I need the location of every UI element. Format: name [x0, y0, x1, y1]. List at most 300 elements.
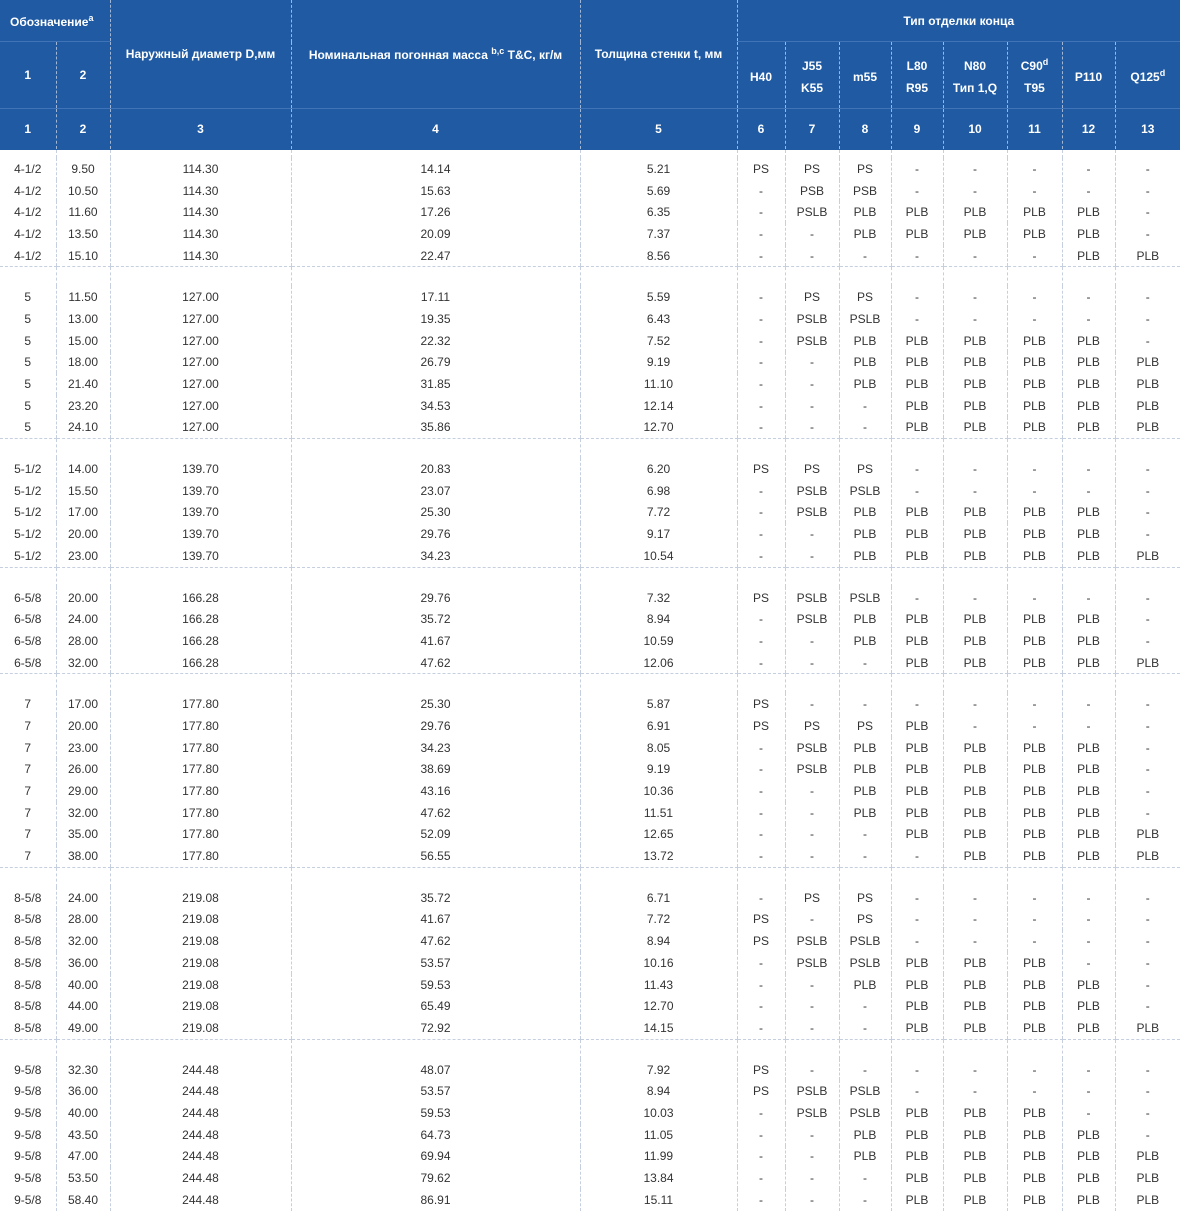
- table-cell: -: [737, 824, 785, 846]
- table-cell: -: [1007, 158, 1062, 180]
- table-cell: -: [1145, 955, 1150, 970]
- spacer-cell: [891, 867, 943, 887]
- table-cell: PLB: [839, 974, 891, 996]
- table-cell: PLB: [1136, 248, 1160, 263]
- table-cell: -: [891, 1059, 943, 1081]
- table-cell: PLB: [1136, 548, 1160, 563]
- table-cell: -: [737, 952, 785, 974]
- spacer-cell: [943, 150, 1007, 159]
- table-cell: 17.26: [291, 201, 580, 223]
- table-row: [0, 652, 1180, 674]
- table-cell: 12.06: [580, 652, 737, 674]
- table-cell: -: [785, 417, 839, 439]
- spacer-cell: [891, 567, 943, 587]
- table-row: [0, 352, 1180, 374]
- spacer-cell: [1007, 1039, 1062, 1059]
- table-cell: PLB: [891, 1102, 943, 1124]
- table-cell: -: [839, 1189, 891, 1211]
- spacer-cell: [291, 1039, 580, 1059]
- table-cell: 177.80: [110, 780, 291, 802]
- table-cell: -: [1007, 180, 1062, 202]
- table-cell: -: [1145, 311, 1150, 326]
- spacer-cell: [580, 150, 737, 159]
- table-cell: 6-5/8: [0, 630, 56, 652]
- table-cell: 29.00: [56, 780, 110, 802]
- spacer-cell: [1115, 674, 1180, 694]
- table-cell: PLB: [839, 223, 891, 245]
- table-cell: -: [1145, 784, 1150, 799]
- table-cell: 139.70: [110, 545, 291, 567]
- table-cell: 9-5/8: [0, 1102, 56, 1124]
- spacer-cell: [891, 439, 943, 459]
- table-cell: -: [1145, 762, 1150, 777]
- spacer-cell: [1062, 150, 1115, 159]
- table-cell: 9-5/8: [0, 1167, 56, 1189]
- table-cell: 18.00: [56, 352, 110, 374]
- grade-header: m55: [839, 42, 891, 109]
- table-cell: PLB: [1062, 545, 1115, 567]
- table-cell: -: [943, 887, 1007, 909]
- table-cell: -: [891, 693, 943, 715]
- table-cell: 64.73: [291, 1124, 580, 1146]
- spacer-cell: [56, 867, 110, 887]
- table-cell: -: [1007, 887, 1062, 909]
- table-cell: 9-5/8: [0, 1080, 56, 1102]
- column-number: 7: [785, 109, 839, 150]
- table-cell: 13.50: [56, 223, 110, 245]
- grade-header: N80 Тип 1,Q: [943, 42, 1007, 109]
- table-cell: 166.28: [110, 630, 291, 652]
- table-cell: 5-1/2: [0, 480, 56, 502]
- table-cell: PLB: [891, 523, 943, 545]
- table-cell: -: [737, 480, 785, 502]
- table-cell: PS: [785, 286, 839, 308]
- table-cell: PLB: [1007, 330, 1062, 352]
- table-cell: 28.00: [56, 909, 110, 931]
- spacer-cell: [1007, 150, 1062, 159]
- table-cell: -: [1062, 180, 1115, 202]
- table-cell: -: [737, 395, 785, 417]
- table-cell: PS: [737, 158, 785, 180]
- table-cell: 24.00: [56, 887, 110, 909]
- grade-header: C90$^d$ T95: [1007, 42, 1062, 109]
- table-cell: -: [737, 630, 785, 652]
- table-cell: 17.11: [291, 286, 580, 308]
- table-row: [0, 1017, 1180, 1039]
- table-cell: -: [1062, 158, 1115, 180]
- spacer-cell: [891, 1039, 943, 1059]
- table-cell: PS: [737, 715, 785, 737]
- table-cell: PLB: [839, 201, 891, 223]
- spacer-cell: [291, 674, 580, 694]
- table-cell: PLB: [839, 523, 891, 545]
- table-cell: PLB: [943, 952, 1007, 974]
- spacer-cell: [943, 674, 1007, 694]
- table-cell: PLB: [943, 995, 1007, 1017]
- table-cell: -: [737, 373, 785, 395]
- table-cell: PS: [785, 887, 839, 909]
- table-row: [0, 180, 1180, 202]
- table-cell: -: [785, 995, 839, 1017]
- table-cell: PLB: [1062, 974, 1115, 996]
- wall-thickness-header: Толщина стенки t, мм: [580, 0, 737, 109]
- table-cell: PLB: [943, 1102, 1007, 1124]
- table-cell: PLB: [839, 630, 891, 652]
- table-cell: PLB: [1007, 523, 1062, 545]
- table-cell: -: [1007, 308, 1062, 330]
- table-cell: 29.76: [291, 715, 580, 737]
- table-cell: 22.47: [291, 245, 580, 267]
- table-row: [0, 974, 1180, 996]
- table-cell: -: [943, 1059, 1007, 1081]
- outer-diameter-header: Наружный диаметр D,мм: [110, 0, 291, 109]
- table-cell: 5: [0, 395, 56, 417]
- table-cell: PS: [839, 458, 891, 480]
- table-cell: -: [737, 652, 785, 674]
- spacer-cell: [56, 267, 110, 287]
- table-cell: -: [1145, 590, 1150, 605]
- table-cell: 15.10: [56, 245, 110, 267]
- table-row: [0, 737, 1180, 759]
- table-cell: -: [839, 1059, 891, 1081]
- table-cell: -: [737, 1017, 785, 1039]
- table-cell: PSLB: [785, 952, 839, 974]
- table-cell: PLB: [1062, 201, 1115, 223]
- table-cell: PS: [737, 693, 785, 715]
- table-cell: -: [891, 458, 943, 480]
- table-cell: 127.00: [110, 352, 291, 374]
- spacer-cell: [785, 1039, 839, 1059]
- spacer-cell: [891, 674, 943, 694]
- table-cell: 5: [0, 352, 56, 374]
- table-cell: PLB: [1062, 780, 1115, 802]
- spacer-cell: [1115, 439, 1180, 459]
- table-cell: 7.92: [580, 1059, 737, 1081]
- table-row: [0, 223, 1180, 245]
- table-cell: PLB: [1062, 1124, 1115, 1146]
- spacer-cell: [0, 1039, 56, 1059]
- table-cell: PLB: [943, 352, 1007, 374]
- table-cell: -: [943, 1080, 1007, 1102]
- table-cell: PLB: [891, 1167, 943, 1189]
- table-cell: 38.00: [56, 845, 110, 867]
- table-cell: -: [839, 1167, 891, 1189]
- column-number: 3: [110, 109, 291, 150]
- table-row: [0, 1124, 1180, 1146]
- table-cell: 8-5/8: [0, 1017, 56, 1039]
- table-row: [0, 308, 1180, 330]
- table-cell: 219.08: [110, 974, 291, 996]
- table-cell: PLB: [1007, 780, 1062, 802]
- table-cell: PLB: [1062, 759, 1115, 781]
- table-cell: -: [1007, 1059, 1062, 1081]
- table-cell: PLB: [891, 352, 943, 374]
- table-cell: PLB: [943, 1189, 1007, 1211]
- table-cell: PSLB: [785, 608, 839, 630]
- table-cell: PLB: [1136, 849, 1160, 864]
- table-cell: PLB: [1062, 737, 1115, 759]
- table-cell: 8.94: [580, 608, 737, 630]
- table-cell: 219.08: [110, 930, 291, 952]
- table-cell: -: [839, 693, 891, 715]
- table-row: [0, 693, 1180, 715]
- column-number: 12: [1062, 109, 1115, 150]
- table-cell: -: [943, 930, 1007, 952]
- table-cell: -: [737, 286, 785, 308]
- table-cell: 127.00: [110, 330, 291, 352]
- spacer-cell: [737, 439, 785, 459]
- table-cell: -: [1007, 587, 1062, 609]
- table-cell: PSLB: [785, 308, 839, 330]
- table-cell: -: [1007, 1080, 1062, 1102]
- table-cell: PLB: [1007, 395, 1062, 417]
- table-cell: -: [737, 974, 785, 996]
- grade-header: L80 R95: [891, 42, 943, 109]
- table-cell: PLB: [1062, 802, 1115, 824]
- spacer-cell: [291, 150, 580, 159]
- table-row: [0, 1189, 1180, 1211]
- spacer-cell: [110, 267, 291, 287]
- table-cell: PLB: [943, 417, 1007, 439]
- table-row: [0, 1080, 1180, 1102]
- table-cell: 40.00: [56, 1102, 110, 1124]
- table-cell: PS: [737, 1080, 785, 1102]
- table-cell: -: [1145, 505, 1150, 520]
- grade-header: P110: [1062, 42, 1115, 109]
- table-cell: 11.60: [56, 201, 110, 223]
- spacer-cell: [1115, 1039, 1180, 1059]
- table-cell: PLB: [1007, 974, 1062, 996]
- spacer-cell: [1062, 674, 1115, 694]
- table-cell: 5: [0, 373, 56, 395]
- table-cell: 10.50: [56, 180, 110, 202]
- table-cell: 5-1/2: [0, 458, 56, 480]
- spacer-cell: [839, 150, 891, 159]
- table-cell: PLB: [1007, 630, 1062, 652]
- column-number: 1: [0, 109, 56, 150]
- table-body: [0, 150, 1180, 1211]
- table-cell: 11.43: [580, 974, 737, 996]
- table-cell: 114.30: [110, 223, 291, 245]
- table-cell: PLB: [1062, 995, 1115, 1017]
- table-cell: -: [737, 608, 785, 630]
- table-cell: 6.98: [580, 480, 737, 502]
- table-cell: -: [1145, 890, 1150, 905]
- table-cell: PSLB: [785, 330, 839, 352]
- table-cell: PLB: [943, 845, 1007, 867]
- table-cell: PSLB: [785, 201, 839, 223]
- table-cell: PLB: [943, 652, 1007, 674]
- spacer-cell: [291, 267, 580, 287]
- table-cell: 35.00: [56, 824, 110, 846]
- table-cell: -: [891, 286, 943, 308]
- table-row: [0, 417, 1180, 439]
- spacer-cell: [0, 267, 56, 287]
- table-cell: PSLB: [785, 737, 839, 759]
- table-cell: PLB: [943, 630, 1007, 652]
- table-cell: -: [737, 545, 785, 567]
- table-cell: PLB: [1007, 373, 1062, 395]
- table-cell: PLB: [943, 395, 1007, 417]
- table-cell: PLB: [891, 1189, 943, 1211]
- table-cell: -: [1145, 697, 1150, 712]
- table-cell: 86.91: [291, 1189, 580, 1211]
- table-cell: 177.80: [110, 715, 291, 737]
- table-cell: PSLB: [839, 308, 891, 330]
- table-cell: PLB: [1007, 223, 1062, 245]
- table-cell: -: [1062, 693, 1115, 715]
- table-cell: 4-1/2: [0, 223, 56, 245]
- spacer-cell: [891, 267, 943, 287]
- table-cell: 23.20: [56, 395, 110, 417]
- table-cell: -: [737, 523, 785, 545]
- table-cell: PLB: [891, 802, 943, 824]
- table-cell: 177.80: [110, 824, 291, 846]
- table-cell: PS: [839, 887, 891, 909]
- table-cell: 32.30: [56, 1059, 110, 1081]
- table-cell: 7: [0, 715, 56, 737]
- table-cell: 6-5/8: [0, 652, 56, 674]
- spacer-cell: [0, 867, 56, 887]
- spacer-cell: [1115, 267, 1180, 287]
- table-row: [0, 201, 1180, 223]
- spacer-cell: [580, 567, 737, 587]
- table-cell: -: [943, 245, 1007, 267]
- spacer-cell: [943, 439, 1007, 459]
- table-cell: -: [737, 223, 785, 245]
- table-cell: PLB: [839, 1124, 891, 1146]
- spacer-cell: [56, 150, 110, 159]
- table-cell: PLB: [891, 652, 943, 674]
- table-cell: -: [1145, 805, 1150, 820]
- spacer-cell: [110, 1039, 291, 1059]
- table-cell: PSLB: [785, 930, 839, 952]
- table-cell: -: [785, 974, 839, 996]
- spacer-cell: [580, 674, 737, 694]
- table-row: [0, 909, 1180, 931]
- table-cell: PLB: [943, 737, 1007, 759]
- table-cell: 5.69: [580, 180, 737, 202]
- table-cell: -: [737, 887, 785, 909]
- table-cell: 12.65: [580, 824, 737, 846]
- table-cell: -: [1145, 161, 1150, 176]
- table-cell: PLB: [839, 759, 891, 781]
- table-cell: -: [1062, 909, 1115, 931]
- table-cell: 36.00: [56, 1080, 110, 1102]
- column-number: 11: [1007, 109, 1062, 150]
- table-cell: PLB: [1062, 523, 1115, 545]
- table-cell: 8.94: [580, 1080, 737, 1102]
- designation-header: Обозначение$^a$: [0, 0, 110, 42]
- table-cell: -: [785, 395, 839, 417]
- table-cell: 47.62: [291, 930, 580, 952]
- table-cell: -: [785, 824, 839, 846]
- table-cell: -: [891, 480, 943, 502]
- spacer-cell: [943, 1039, 1007, 1059]
- table-cell: PLB: [891, 502, 943, 524]
- table-cell: 47.62: [291, 652, 580, 674]
- table-cell: 41.67: [291, 909, 580, 931]
- table-cell: -: [737, 1189, 785, 1211]
- table-cell: -: [943, 286, 1007, 308]
- spacer-cell: [785, 267, 839, 287]
- table-cell: -: [839, 652, 891, 674]
- spacer-cell: [943, 267, 1007, 287]
- table-cell: 44.00: [56, 995, 110, 1017]
- table-cell: -: [1062, 1102, 1115, 1124]
- table-cell: -: [737, 245, 785, 267]
- spacer-cell: [737, 1039, 785, 1059]
- table-cell: 9.19: [580, 352, 737, 374]
- table-cell: 8-5/8: [0, 952, 56, 974]
- table-cell: PSLB: [785, 1080, 839, 1102]
- table-cell: PS: [785, 715, 839, 737]
- table-cell: 20.83: [291, 458, 580, 480]
- spacer-cell: [891, 150, 943, 159]
- table-row: [0, 608, 1180, 630]
- table-cell: PLB: [1062, 417, 1115, 439]
- table-cell: PLB: [891, 373, 943, 395]
- table-cell: PSLB: [785, 587, 839, 609]
- table-cell: 20.00: [56, 523, 110, 545]
- table-cell: PLB: [1136, 1149, 1160, 1164]
- table-cell: PLB: [943, 373, 1007, 395]
- table-cell: 7: [0, 693, 56, 715]
- table-row: [0, 458, 1180, 480]
- table-cell: -: [785, 845, 839, 867]
- table-cell: -: [943, 458, 1007, 480]
- table-cell: PLB: [1062, 373, 1115, 395]
- end-finish-header: Тип отделки конца: [737, 0, 1180, 42]
- table-cell: -: [1062, 458, 1115, 480]
- table-cell: -: [785, 1146, 839, 1168]
- table-cell: 244.48: [110, 1146, 291, 1168]
- table-cell: PLB: [1062, 223, 1115, 245]
- table-cell: PLB: [1007, 1017, 1062, 1039]
- spacer-cell: [839, 267, 891, 287]
- table-cell: 219.08: [110, 995, 291, 1017]
- spacer-cell: [56, 567, 110, 587]
- table-cell: 4-1/2: [0, 180, 56, 202]
- table-row: [0, 630, 1180, 652]
- table-cell: 244.48: [110, 1102, 291, 1124]
- table-cell: -: [785, 373, 839, 395]
- table-cell: PSLB: [839, 587, 891, 609]
- table-cell: PLB: [1007, 845, 1062, 867]
- table-cell: PLB: [943, 502, 1007, 524]
- table-cell: 6.43: [580, 308, 737, 330]
- table-row: [0, 1059, 1180, 1081]
- table-cell: PS: [785, 458, 839, 480]
- spacer-cell: [1062, 567, 1115, 587]
- table-cell: 15.00: [56, 330, 110, 352]
- table-cell: 10.59: [580, 630, 737, 652]
- table-cell: PLB: [891, 630, 943, 652]
- column-number: 8: [839, 109, 891, 150]
- spacer-cell: [1007, 439, 1062, 459]
- table-cell: 24.00: [56, 608, 110, 630]
- table-cell: PLB: [1062, 330, 1115, 352]
- table-cell: 7: [0, 780, 56, 802]
- table-cell: PLB: [1007, 1102, 1062, 1124]
- table-cell: -: [785, 909, 839, 931]
- table-cell: 5: [0, 286, 56, 308]
- table-row: [0, 523, 1180, 545]
- table-row: [0, 952, 1180, 974]
- table-cell: PS: [737, 930, 785, 952]
- table-cell: 19.35: [291, 308, 580, 330]
- spacer-cell: [1007, 267, 1062, 287]
